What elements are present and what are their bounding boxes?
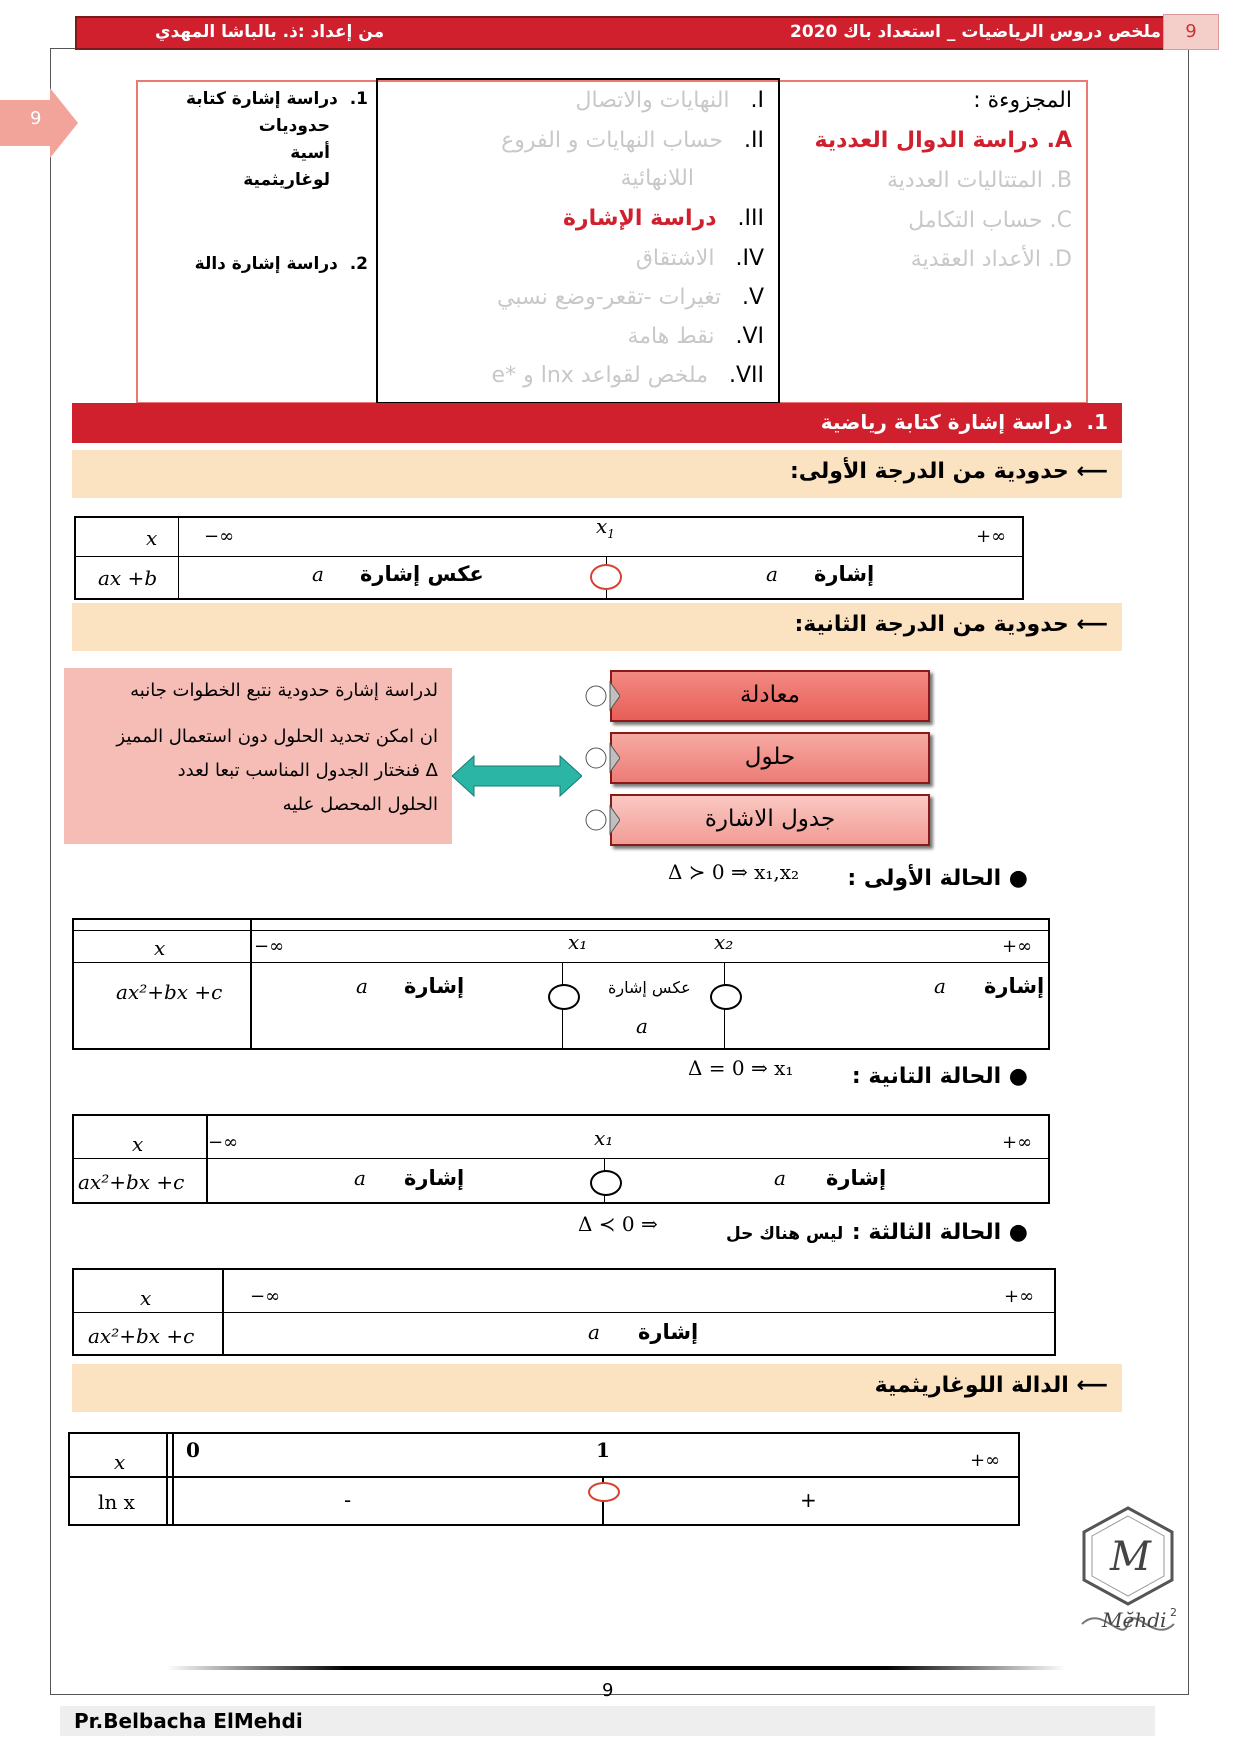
sign-table-linear bbox=[74, 516, 1024, 600]
author-logo bbox=[1072, 1504, 1184, 1654]
chapter-7[interactable] bbox=[492, 363, 764, 388]
sign-table-case-1 bbox=[72, 918, 1050, 1050]
case-3-text: الحالة الثالثة : bbox=[851, 1220, 1002, 1245]
menu-sub-line: لوغاريثمية bbox=[243, 170, 330, 190]
table-row-divider bbox=[70, 1476, 1018, 1478]
chapter-2[interactable] bbox=[501, 128, 764, 153]
table-col-divider bbox=[166, 1434, 168, 1524]
ornament-icon bbox=[586, 748, 606, 768]
chapter-1[interactable] bbox=[576, 88, 764, 113]
step-solutions-button[interactable]: حلول bbox=[610, 732, 930, 784]
chapter-6[interactable] bbox=[627, 324, 764, 349]
chapter-4[interactable] bbox=[636, 246, 764, 271]
chapter-num: II. bbox=[744, 128, 764, 153]
section-num: 1. bbox=[1086, 410, 1108, 434]
table-x-label: x bbox=[154, 936, 166, 960]
table-row-label: ax²+bx +c bbox=[88, 1324, 195, 1348]
table-a: a bbox=[356, 974, 368, 998]
subsection-text: الدالة اللوغاريثمية bbox=[874, 1373, 1069, 1398]
menu-group-a[interactable] bbox=[815, 128, 1073, 153]
note-line-2: ان امكن تحديد الحلول دون استعمال المميز bbox=[116, 726, 438, 747]
table-zero: 0 bbox=[186, 1438, 200, 1462]
table-zero-circle bbox=[548, 984, 580, 1010]
subsection-text: حدودية من الدرجة الأولى: bbox=[789, 459, 1069, 484]
case-1-label: ● الحالة الأولى : bbox=[847, 866, 1028, 891]
table-a: a bbox=[312, 562, 324, 586]
subsection-title: ⟵ حدودية من الدرجة الأولى: bbox=[789, 459, 1108, 484]
table-sign: إشارة bbox=[638, 1320, 699, 1344]
table-sign-right: إشارة bbox=[984, 974, 1045, 998]
table-opposite-sign: عكس إشارة bbox=[608, 978, 691, 997]
table-row-divider bbox=[74, 1312, 1054, 1313]
header-title: ملخص دروس الرياضيات _ استعداد باك 2020 bbox=[790, 22, 1161, 42]
menu-group-letter: A. bbox=[1046, 128, 1072, 153]
table-sign-right: إشارة bbox=[826, 1166, 887, 1190]
table-row-divider bbox=[76, 556, 1022, 557]
table-row-label: ax²+bx +c bbox=[116, 980, 223, 1004]
chapter-label: الاشتقاق bbox=[635, 246, 715, 271]
subsection-bar-1 bbox=[72, 450, 1122, 498]
menu-sub-line: حدوديات bbox=[258, 116, 330, 136]
footer-author-name: Pr.Belbacha ElMehdi bbox=[74, 1709, 303, 1733]
chapter-num: III. bbox=[737, 206, 764, 231]
menu-group-letter: B. bbox=[1049, 168, 1072, 193]
sign-table-case-3 bbox=[72, 1268, 1056, 1356]
subsection-title: ⟵ الدالة اللوغاريثمية bbox=[874, 1373, 1108, 1398]
table-row-divider bbox=[74, 962, 1048, 963]
step-equation-button[interactable]: معادلة bbox=[610, 670, 930, 722]
table-col-divider bbox=[222, 1270, 224, 1354]
chapter-num: V. bbox=[741, 285, 764, 310]
table-row-label: ax +b bbox=[98, 566, 158, 590]
table-x1-label: $x_1$ bbox=[596, 514, 615, 541]
chapter-2-cont: اللانهائية bbox=[620, 166, 694, 191]
chapter-3[interactable] bbox=[563, 206, 764, 231]
ornament-icon bbox=[586, 686, 606, 706]
table-zero-circle bbox=[710, 984, 742, 1010]
table-zero-circle bbox=[590, 564, 622, 590]
chapter-5[interactable] bbox=[497, 285, 764, 310]
menu-sub-num: 1. bbox=[349, 89, 368, 109]
table-x-label: x bbox=[146, 526, 158, 550]
note-line-4: الحلول المحصل عليه bbox=[282, 794, 438, 815]
table-col-divider-2 bbox=[172, 1434, 174, 1524]
table-sign-left: إشارة bbox=[404, 974, 465, 998]
section-title-text: دراسة إشارة كتابة رياضية bbox=[820, 410, 1073, 434]
table-row-label: ln x bbox=[98, 1490, 135, 1514]
bottom-rule bbox=[166, 1666, 1066, 1670]
logo-name: Mĕhdi bbox=[1102, 1608, 1167, 1632]
menu-group-label: الأعداد العقدية bbox=[910, 247, 1042, 272]
menu-sub-line bbox=[186, 86, 368, 113]
case-3-label: ● الحالة الثالثة : bbox=[851, 1220, 1028, 1245]
table-a: a bbox=[766, 562, 778, 586]
table-x1-label: x₁ bbox=[594, 1126, 614, 1150]
table-minus-inf: −∞ bbox=[254, 936, 285, 957]
step-sign-table-button[interactable]: جدول الاشارة bbox=[610, 794, 930, 846]
menu-sub-text: دراسة إشارة دالة bbox=[194, 254, 338, 274]
table-plus-inf: +∞ bbox=[1002, 936, 1033, 957]
table-col-divider bbox=[206, 1116, 208, 1202]
logo-sup: 2 bbox=[1170, 1606, 1177, 1619]
menu-group-b[interactable] bbox=[887, 168, 1072, 193]
menu-sub-text: دراسة إشارة كتابة bbox=[185, 89, 338, 109]
menu-group-label: المتتاليات العددية bbox=[886, 168, 1043, 193]
menu-sub-2[interactable] bbox=[195, 254, 368, 274]
table-x-label: x bbox=[114, 1450, 126, 1474]
step-arrow-icon bbox=[610, 682, 620, 710]
sign-table-case-2 bbox=[72, 1114, 1050, 1204]
table-row-divider bbox=[74, 1158, 1048, 1159]
chapter-num: VI. bbox=[735, 324, 764, 349]
table-same-sign: إشارة bbox=[814, 562, 875, 586]
chapter-label: حساب النهايات و الفروع bbox=[501, 128, 724, 153]
double-arrow-icon bbox=[452, 754, 582, 798]
menu-group-d[interactable] bbox=[911, 247, 1072, 272]
table-col-divider bbox=[250, 920, 252, 1048]
chapter-label: نقط هامة bbox=[627, 324, 715, 349]
case-1-text: الحالة الأولى : bbox=[847, 866, 1002, 891]
menu-group-letter: C. bbox=[1049, 208, 1072, 233]
table-x1-label: x₁ bbox=[568, 930, 588, 954]
menu-group-label: دراسة الدوال العددية bbox=[814, 128, 1039, 153]
table-plus-inf: +∞ bbox=[1004, 1286, 1035, 1307]
side-tab-arrow bbox=[0, 88, 80, 158]
subsection-title: ⟵ حدودية من الدرجة الثانية: bbox=[794, 612, 1108, 637]
table-x-label: x bbox=[140, 1286, 152, 1310]
table-one: 1 bbox=[596, 1438, 610, 1462]
menu-group-label: حساب التكامل bbox=[908, 208, 1043, 233]
note-line-1: لدراسة إشارة حدودية نتبع الخطوات جانبه bbox=[130, 680, 438, 701]
section-bar bbox=[72, 403, 1122, 443]
table-zero-circle bbox=[590, 1170, 622, 1196]
step-arrow-icon bbox=[610, 806, 620, 834]
table-a: a bbox=[354, 1166, 366, 1190]
menu-group-c[interactable] bbox=[908, 208, 1072, 233]
chapter-label: تغيرات -تقعر-وضع نسبي bbox=[497, 285, 721, 310]
table-a: a bbox=[588, 1320, 600, 1344]
chapter-label: دراسة الإشارة bbox=[562, 206, 717, 231]
table-zero-circle bbox=[588, 1482, 620, 1502]
menu-sub-num: 2. bbox=[349, 254, 368, 274]
menu-sub-line: أسية bbox=[290, 143, 330, 163]
note-line-3: Δ فنختار الجدول المناسب تبعا لعدد bbox=[177, 760, 438, 781]
table-minus-inf: −∞ bbox=[204, 526, 235, 547]
case-3-math: Δ ≺ 0 ⇒ bbox=[578, 1212, 658, 1236]
logo-letter: M bbox=[1110, 1534, 1151, 1580]
section-title bbox=[821, 410, 1108, 434]
header-page-number: 9 bbox=[1163, 14, 1219, 50]
subsection-text: حدودية من الدرجة الثانية: bbox=[794, 612, 1069, 637]
chapter-label: النهايات والاتصال bbox=[575, 88, 730, 113]
table-minus-sign: - bbox=[344, 1488, 352, 1512]
table-minus-inf: −∞ bbox=[250, 1286, 281, 1307]
table-x2-label: x₂ bbox=[714, 930, 734, 954]
table-plus-sign: + bbox=[800, 1488, 817, 1512]
chapter-num: I. bbox=[750, 88, 764, 113]
header-bar bbox=[75, 16, 1179, 50]
case-2-label: ● الحالة التانية : bbox=[851, 1064, 1028, 1089]
table-plus-inf: +∞ bbox=[970, 1450, 1001, 1471]
menu-sub-1[interactable] bbox=[186, 86, 368, 194]
bottom-page-number: 9 bbox=[602, 1680, 614, 1701]
step-arrow-icons bbox=[584, 672, 620, 842]
table-plus-inf: +∞ bbox=[1002, 1132, 1033, 1153]
table-sign-left: إشارة bbox=[404, 1166, 465, 1190]
step-arrow-icon bbox=[610, 744, 620, 772]
table-row-label: ax²+bx +c bbox=[78, 1170, 185, 1194]
steps-note-box bbox=[64, 668, 452, 844]
table-a: a bbox=[774, 1166, 786, 1190]
menu-groups-title: المجزوءة : bbox=[973, 88, 1072, 113]
case-3-no-solution: ليس هناك حل bbox=[726, 1224, 844, 1244]
chapter-num: VII. bbox=[728, 363, 764, 388]
table-top-divider bbox=[74, 930, 1048, 931]
case-2-math: Δ = 0 ⇒ x₁ bbox=[688, 1056, 794, 1080]
table-col-divider bbox=[178, 518, 179, 598]
table-opposite-sign: عكس إشارة bbox=[360, 562, 484, 586]
header-author: من إعداد :ذ. بالباشا المهدي bbox=[155, 22, 385, 42]
side-tab-number: 9 bbox=[30, 108, 42, 129]
subsection-bar-3 bbox=[72, 1364, 1122, 1412]
chapter-label: ملخص لقواعد lnx و *e bbox=[491, 363, 708, 388]
table-x-label: x bbox=[132, 1132, 144, 1156]
case-2-text: الحالة التانية : bbox=[851, 1064, 1002, 1089]
table-minus-inf: −∞ bbox=[208, 1132, 239, 1153]
subsection-bar-2 bbox=[72, 603, 1122, 651]
ornament-icon bbox=[586, 810, 606, 830]
table-plus-inf: +∞ bbox=[976, 526, 1007, 547]
menu-chapters-box bbox=[376, 78, 780, 404]
case-1-math: Δ ≻ 0 ⇒ x₁,x₂ bbox=[668, 860, 800, 884]
menu-group-letter: D. bbox=[1048, 247, 1072, 272]
table-a: a bbox=[934, 974, 946, 998]
sign-table-ln bbox=[68, 1432, 1020, 1526]
table-a: a bbox=[636, 1014, 648, 1038]
footer-author bbox=[60, 1706, 1155, 1736]
chapter-num: IV. bbox=[735, 246, 764, 271]
